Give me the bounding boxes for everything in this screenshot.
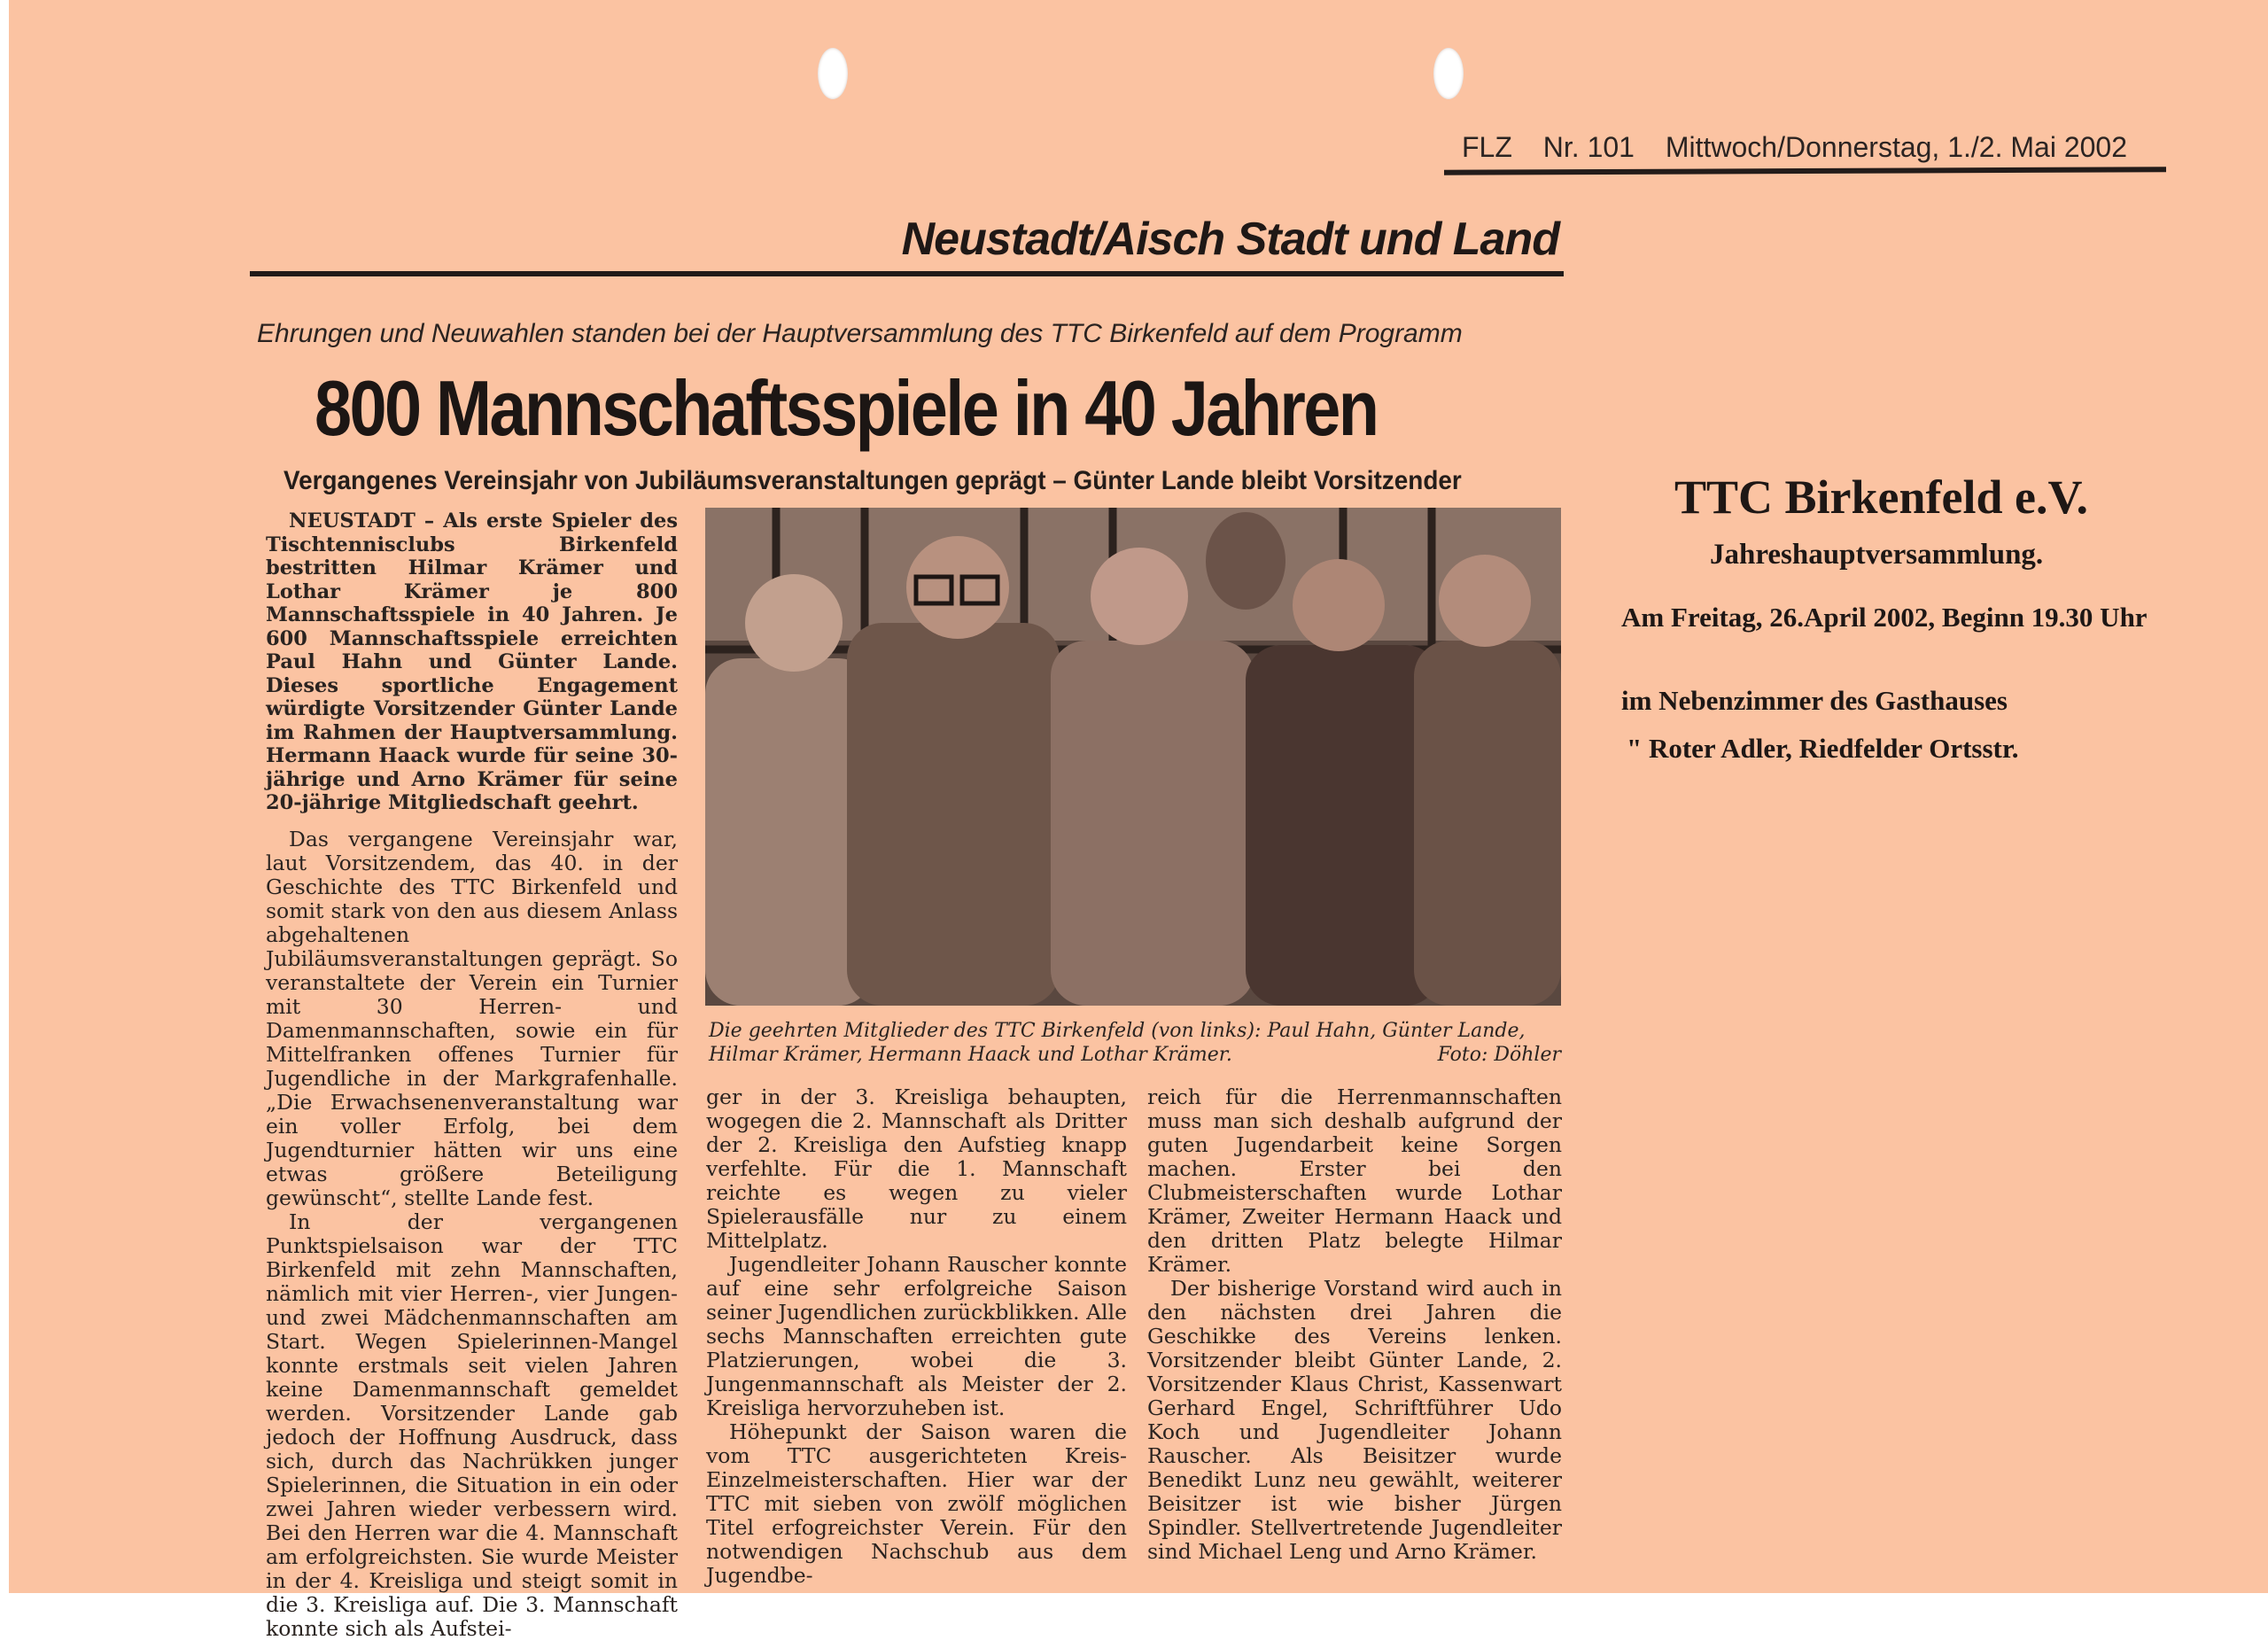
punch-hole-right bbox=[1433, 48, 1464, 99]
punch-hole-left bbox=[818, 48, 848, 99]
section-title: Neustadt/Aisch Stadt und Land bbox=[901, 214, 1559, 265]
article-subhead: Vergangenes Vereinsjahr von Jubiläumsveranstaltungen geprägt – Günter Lande bleibt Vorsitzender bbox=[284, 466, 1462, 495]
issue-date: Mittwoch/Donnerstag, 1./2. Mai 2002 bbox=[1665, 131, 2127, 163]
paper-name: FLZ bbox=[1462, 131, 1512, 163]
paragraph: reich für die Herrenmannschaften muss man sich deshalb aufgrund der guten Jugendarbeit keine Sorgen machen. Erster bei den Clubmeisterschaften wurde Lothar Krämer, Zweiter Hermann Haack und den dritten Platz belegte Hilmar Krämer. bbox=[1147, 1084, 1562, 1277]
notice-datetime: Am Freitag, 26.April 2002, Beginn 19.30 Uhr bbox=[1621, 602, 2148, 633]
paragraph: Der bisherige Vorstand wird auch in den nächsten drei Jahren die Geschikke des Vereins lenken. Vorsitzender bleibt Günter Lande, 2. Vorsitzender Klaus Christ, Kassenwart Gerhard Engel, Schriftführer Udo Koch und Jugendleiter Johann Rauscher. Als Beisitzer wurde Benedikt Lunz neu gewählt, weiterer Beisitzer ist wie bisher Jürgen Spindler. Stellvertretende Jugendleiter sind Michael Leng und Arno Krämer. bbox=[1147, 1276, 1562, 1564]
paragraph: Jugendleiter Johann Rauscher konnte auf eine sehr erfolgreiche Saison seiner Jugendlichen zurückblikken. Alle sechs Mannschaften erreichten gute Platzierungen, wobei die 3. Jungenmannschaft als Meister der 2. Kreisliga hervorzuheben ist. bbox=[706, 1252, 1127, 1420]
group-photo-image bbox=[705, 508, 1561, 1006]
paragraph: In der vergangenen Punktspielsaison war der TTC Birkenfeld mit zehn Mannschaften, nämlich mit vier Herren-, vier Jungen- und zwei Mädchenmannschaften am Start. Wegen Spielerinnen-Mangel konnte erstmals seit vielen Jahren keine Damenmannschaft gemeldet werden. Vorsitzender Lande gab jedoch der Hoffnung Ausdruck, dass sich, durch das Nachrükken junger Spielerinnen, die Situation in ein oder zwei Jahren wieder verbessern wird. Bei den Herren war die 4. Mannschaft am erfolgreichsten. Sie wurde Meister in der 4. Kreisliga und steigt somit in die 3. Kreisliga auf. Die 3. Mannschaft konnte sich als Aufstei- bbox=[266, 1209, 678, 1641]
meeting-notice bbox=[1621, 470, 2259, 765]
notice-location-line-2: " Roter Adler, Riedfelder Ortsstr. bbox=[1627, 733, 2019, 764]
notice-event: Jahreshauptversammlung. bbox=[1710, 539, 2044, 571]
article-column-2 bbox=[706, 1085, 1127, 1588]
paragraph: Das vergangene Vereinsjahr war, laut Vorsitzendem, das 40. in der Geschichte des TTC Birkenfeld und somit stark von den aus diesem Anlass abgehaltenen Jubiläumsveranstaltungen geprägt. So veranstaltete der Verein ein Turnier mit 30 Herren- und Damenmannschaften, sowie ein für Mittelfranken offenes Turnier für Jugendliche in der Markgrafenhalle. „Die Erwachsenenveranstaltung war ein voller Erfolg, bei dem Jugendturnier hätten wir uns eine etwas größere Beteiligung gewünscht“, stellte Lande fest. bbox=[266, 826, 678, 1210]
article-kicker: Ehrungen und Neuwahlen standen bei der Hauptversammlung des TTC Birkenfeld auf dem Programm bbox=[257, 319, 1463, 348]
article-headline: 800 Mannschaftsspiele in 40 Jahren bbox=[315, 364, 1378, 452]
paragraph: ger in der 3. Kreisliga behaupten, wogegen die 2. Mannschaft als Dritter der 2. Kreisliga den Aufstieg knapp verfehlte. Für die 1. Mannschaft reichte es wegen zu vieler Spielerausfälle nur zu einem Mittelplatz. bbox=[706, 1084, 1127, 1253]
article-column-1 bbox=[266, 509, 678, 1641]
article-lead: NEUSTADT – Als erste Spieler des Tischtennisclubs Birkenfeld bestritten Hilmar Krämer und Lothar Krämer je 800 Mannschaftsspiele in 40 Jahren. Je 600 Mannschaftsspiele erreichten Paul Hahn und Günter Lande. Dieses sportliche Engagement würdigte Vorsitzender Günter Lande im Rahmen der Hauptversammlung. Hermann Haack wurde für seine 30-jährige und Arno Krämer für seine 20-jährige Mitgliedschaft geehrt. bbox=[266, 509, 678, 814]
paragraph: Höhepunkt der Saison waren die vom TTC ausgerichteten Kreis-Einzelmeisterschaften. Hier war der TTC mit sieben von zwölf möglichen Titel erfogreichster Verein. Für den notwendigen Nachschub aus dem Jugendbe- bbox=[706, 1419, 1127, 1588]
photo-caption bbox=[709, 1019, 1561, 1067]
photo-credit: Foto: Döhler bbox=[1437, 1044, 1561, 1066]
group-photo bbox=[705, 508, 1561, 1006]
issue-number: Nr. 101 bbox=[1542, 131, 1635, 163]
notice-location-line-1: im Nebenzimmer des Gasthauses bbox=[1621, 685, 2008, 716]
notice-organization: TTC Birkenfeld e.V. bbox=[1674, 470, 2089, 524]
article-column-3 bbox=[1147, 1085, 1562, 1564]
masthead bbox=[1462, 131, 2163, 164]
section-rule bbox=[250, 271, 1564, 276]
caption-text: Die geehrten Mitglieder des TTC Birkenfeld (von links): Paul Hahn, Günter Lande, Hilmar Krämer, Hermann Haack und Lothar Krämer. bbox=[709, 1020, 1526, 1066]
